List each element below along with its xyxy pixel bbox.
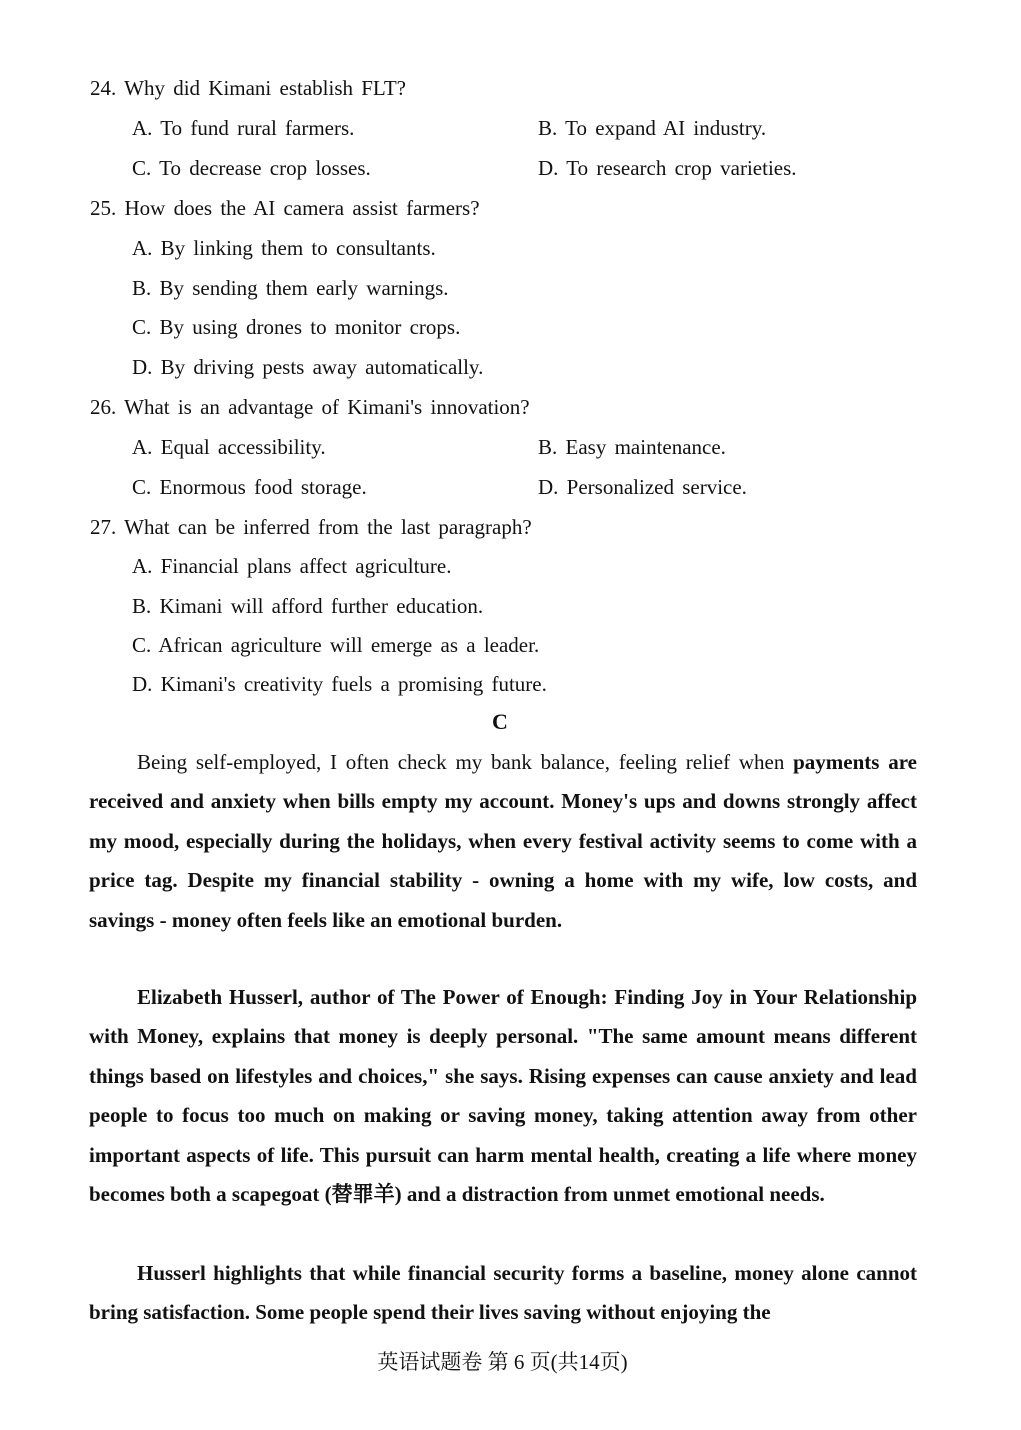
q27-option-d: D. Kimani's creativity fuels a promising future.: [132, 672, 547, 696]
question-25-stem: 25. How does the AI camera assist farmers?: [90, 196, 480, 220]
q24-option-b: B. To expand AI industry.: [538, 116, 767, 140]
passage-paragraph-3: [89, 1254, 917, 1333]
q27-option-c: C. African agriculture will emerge as a leader.: [132, 633, 540, 657]
page-footer: 英语试题卷 第 6 页(共14页): [377, 1350, 628, 1374]
q25-option-a: A. By linking them to consultants.: [132, 236, 436, 260]
q24-option-a: A. To fund rural farmers.: [132, 116, 355, 140]
question-27-stem: 27. What can be inferred from the last paragraph?: [90, 515, 532, 539]
passage-p2-text: Elizabeth Husserl, author of The Power of Enough: Finding Joy in Your Relationship with Money, explains that money is deeply personal. "The same amount means different things based on lifestyles and choices," she says. Rising expenses can cause anxiety and lead people to focus too much on making or saving money, taking attention away from other important aspects of life. This pursuit can harm mental health, creating a life where money becomes both a scapegoat (替罪羊) and a distraction from unmet emotional needs.: [89, 985, 917, 1207]
q26-option-d: D. Personalized service.: [538, 475, 747, 499]
passage-paragraph-2: [89, 978, 917, 1214]
passage-paragraph-1: [89, 743, 917, 940]
q27-option-a: A. Financial plans affect agriculture.: [132, 554, 452, 578]
q24-option-c: C. To decrease crop losses.: [132, 156, 371, 180]
q26-option-b: B. Easy maintenance.: [538, 435, 726, 459]
passage-p1-body: payments are received and anxiety when bills empty my account. Money's ups and downs strongly affect my mood, especially during the holidays, when every festival activity seems to come with a price tag. Despite my financial stability - owning a home with my wife, low costs, and savings - money often feels like an emotional burden.: [89, 750, 917, 932]
passage-p1-intro: Being self-employed, I often check my bank balance, feeling relief when: [137, 750, 785, 774]
question-24-stem: 24. Why did Kimani establish FLT?: [90, 76, 406, 100]
q25-option-b: B. By sending them early warnings.: [132, 276, 449, 300]
passage-p3-text: Husserl highlights that while financial security forms a baseline, money alone cannot bring satisfaction. Some people spend their lives saving without enjoying the: [89, 1261, 917, 1325]
q26-option-c: C. Enormous food storage.: [132, 475, 367, 499]
q25-option-c: C. By using drones to monitor crops.: [132, 315, 461, 339]
q25-option-d: D. By driving pests away automatically.: [132, 355, 484, 379]
q24-option-d: D. To research crop varieties.: [538, 156, 797, 180]
q26-option-a: A. Equal accessibility.: [132, 435, 326, 459]
q27-option-b: B. Kimani will afford further education.: [132, 594, 484, 618]
question-26-stem: 26. What is an advantage of Kimani's innovation?: [90, 395, 530, 419]
section-heading-c: C: [492, 709, 508, 734]
